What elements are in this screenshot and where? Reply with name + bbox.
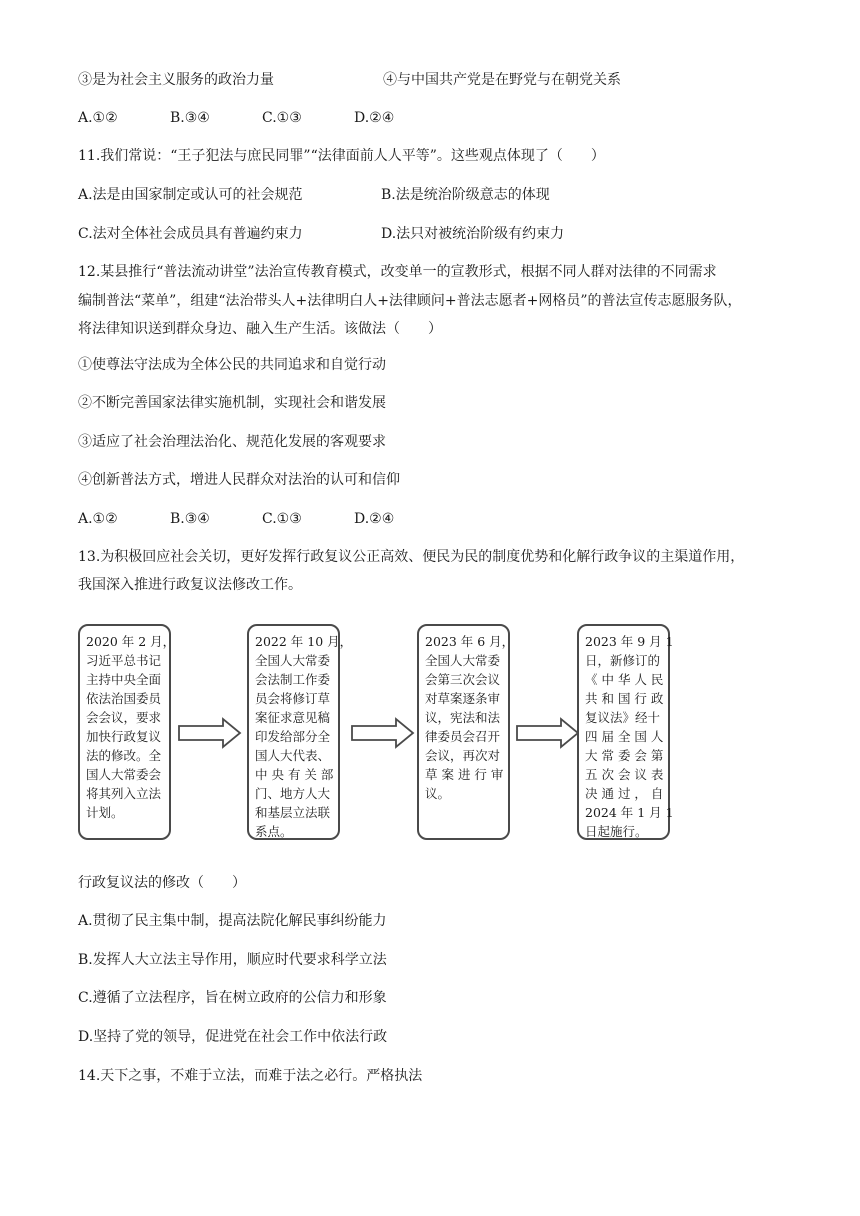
q12-item3: ③适应了社会治理法治化、规范化发展的客观要求 bbox=[78, 434, 386, 450]
flow-box-2023-jun: 2023 年 6 月， 全国人大常委 会第三次会议 对草案逐条审 议，宪法和法 律委员会召开 会议，再次对 草 案 进 行 审 议。 bbox=[417, 624, 510, 840]
q11-option-d[interactable]: D.法只对被统治阶级有约束力 bbox=[381, 226, 565, 242]
q12-options bbox=[78, 509, 394, 529]
q12-option-c[interactable]: C.①③ bbox=[262, 511, 302, 527]
flow-box-2023-sep: 2023 年 9 月 1 日，新修订的 《 中 华 人 民 共 和 国 行 政 复议法》经十 四 届 全 国 人 大 常 委 会 第 五 次 会 议 表 决 通 过 ， 自 2024 年 1 月 1 日起施行。 bbox=[577, 624, 670, 840]
q12-stem-line3: 将法律知识送到群众身边、融入生产生活。该做法（ ） bbox=[78, 321, 442, 337]
q10-option-d[interactable]: D.②④ bbox=[354, 110, 395, 126]
q11-option-c[interactable]: C.法对全体社会成员具有普遍约束力 bbox=[78, 226, 303, 242]
q12-option-d[interactable]: D.②④ bbox=[354, 511, 395, 527]
q13-option-d[interactable]: D.坚持了党的领导，促进党在社会工作中依法行政 bbox=[78, 1029, 388, 1045]
q12-stem-line2: 编制普法“菜单”，组建“法治带头人+法律明白人+法律顾问+普法志愿者+网格员”的普法宣传志愿服务队， bbox=[78, 293, 742, 309]
flow-box-2020: 2020 年 2 月， 习近平总书记 主持中央全面 依法治国委员 会会议，要求 加快行政复议 法的修改。全 国人大常委会 将其列入立法 计划。 bbox=[78, 624, 171, 840]
q13-stem-line2: 我国深入推进行政复议法修改工作。 bbox=[78, 577, 302, 593]
flow-arrow-2 bbox=[350, 718, 416, 748]
q12-stem-line1: 12.某县推行“普法流动讲堂”法治宣传教育模式，改变单一的宣教形式，根据不同人群对法律的不同需求 bbox=[78, 264, 717, 280]
q13-flowchart bbox=[78, 624, 678, 846]
q14-stem: 14.天下之事，不难于立法，而难于法之必行。严格执法 bbox=[78, 1068, 423, 1084]
q12-option-b[interactable]: B.③④ bbox=[170, 511, 210, 527]
q12-item2: ②不断完善国家法律实施机制，实现社会和谐发展 bbox=[78, 395, 386, 411]
q13-option-a[interactable]: A.贯彻了民主集中制，提高法院化解民事纠纷能力 bbox=[78, 913, 387, 929]
q12-item1: ①使尊法守法成为全体公民的共同追求和自觉行动 bbox=[78, 357, 386, 373]
q10-option-c[interactable]: C.①③ bbox=[262, 110, 302, 126]
q10-item4: ④与中国共产党是在野党与在朝党关系 bbox=[383, 72, 621, 88]
q11-option-b[interactable]: B.法是统治阶级意志的体现 bbox=[381, 187, 550, 203]
q12-option-a[interactable]: A.①② bbox=[78, 511, 118, 527]
q13-question: 行政复议法的修改（ ） bbox=[78, 875, 246, 891]
flow-box-2022: 2022 年 10 月， 全国人大常委 会法制工作委 员会将修订草 案征求意见稿 印发给部分全 国人大代表、 中 央 有 关 部 门、地方人大 和基层立法联 系点。 bbox=[247, 624, 340, 840]
q12-item4: ④创新普法方式，增进人民群众对法治的认可和信仰 bbox=[78, 472, 400, 488]
q13-option-c[interactable]: C.遵循了立法程序，旨在树立政府的公信力和形象 bbox=[78, 990, 387, 1006]
q10-option-b[interactable]: B.③④ bbox=[170, 110, 210, 126]
q10-item3: ③是为社会主义服务的政治力量 bbox=[78, 72, 274, 88]
q10-option-a[interactable]: A.①② bbox=[78, 110, 118, 126]
q10-options bbox=[78, 108, 394, 128]
q11-option-a[interactable]: A.法是由国家制定或认可的社会规范 bbox=[78, 187, 303, 203]
flow-arrow-3 bbox=[515, 718, 581, 748]
flow-arrow-1 bbox=[177, 718, 243, 748]
q11-stem: 11.我们常说：“王子犯法与庶民同罪”“法律面前人人平等”。这些观点体现了（ ） bbox=[78, 148, 605, 164]
q13-option-b[interactable]: B.发挥人大立法主导作用，顺应时代要求科学立法 bbox=[78, 952, 387, 968]
q13-stem-line1: 13.为积极回应社会关切，更好发挥行政复议公正高效、便民为民的制度优势和化解行政争议的主渠道作用， bbox=[78, 549, 745, 565]
